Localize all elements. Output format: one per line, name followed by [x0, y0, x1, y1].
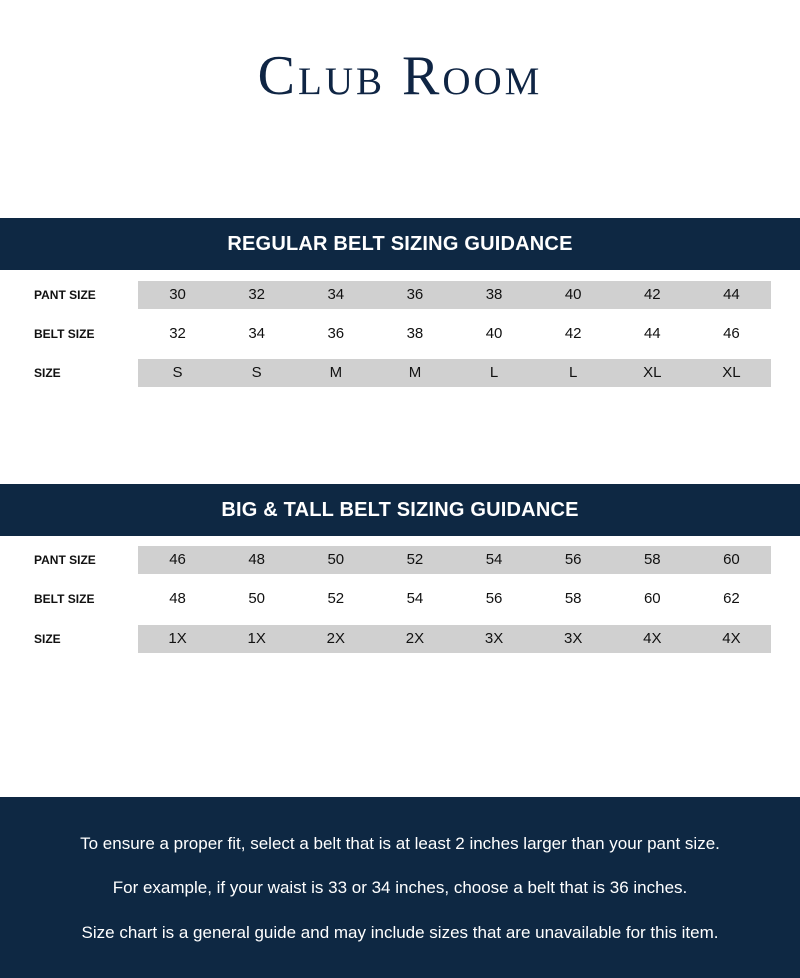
- size-cell: 38: [485, 286, 503, 303]
- size-cell: 36: [327, 325, 345, 342]
- size-cell: S: [251, 364, 262, 381]
- example-guidance-line: For example, if your waist is 33 or 34 inches, choose a belt that is 36 inches.: [112, 878, 688, 897]
- size-cell: L: [569, 364, 578, 381]
- big-tall-row-size: [0, 625, 800, 653]
- size-cell: 52: [327, 590, 345, 607]
- size-cell: 2X: [405, 630, 425, 647]
- big-tall-row-belt-size: [0, 585, 800, 613]
- size-cell: 60: [723, 551, 740, 568]
- regular-row-belt-size: [0, 320, 800, 348]
- size-cell: 44: [723, 286, 740, 303]
- row-cells: [138, 585, 771, 613]
- size-cell: S: [172, 364, 183, 381]
- size-cell: 38: [406, 325, 424, 342]
- size-cell: 32: [248, 286, 266, 303]
- row-cells: [138, 546, 771, 574]
- size-cell: 1X: [247, 630, 266, 647]
- size-cell: 46: [723, 325, 740, 342]
- size-cell: 4X: [643, 630, 662, 647]
- size-cell: 50: [327, 551, 345, 568]
- size-cell: XL: [643, 364, 662, 381]
- size-cell: 1X: [168, 630, 187, 647]
- size-cell: 34: [248, 325, 266, 342]
- size-cell: 3X: [484, 630, 504, 647]
- row-label: BELT SIZE: [34, 592, 95, 606]
- regular-row-pant-size: [0, 281, 800, 309]
- size-cell: 32: [169, 325, 186, 342]
- fit-guidance-footer: [0, 797, 800, 978]
- row-label: SIZE: [34, 632, 61, 646]
- row-cells: [138, 359, 771, 387]
- row-label: BELT SIZE: [34, 327, 95, 341]
- size-cell: 58: [564, 590, 582, 607]
- size-cell: 58: [643, 551, 661, 568]
- size-cell: 54: [406, 590, 424, 607]
- size-cell: L: [489, 364, 499, 381]
- size-cell: 56: [564, 551, 582, 568]
- size-cell: 50: [248, 590, 266, 607]
- size-cell: M: [408, 364, 422, 381]
- regular-row-size: [0, 359, 800, 387]
- big-tall-row-pant-size: [0, 546, 800, 574]
- size-cell: 46: [169, 551, 186, 568]
- size-cell: 42: [564, 325, 582, 342]
- size-cell: 44: [643, 325, 661, 342]
- size-cell: 52: [406, 551, 424, 568]
- size-cell: 54: [485, 551, 503, 568]
- size-cell: 40: [564, 286, 582, 303]
- size-cell: 56: [485, 590, 503, 607]
- size-cell: XL: [722, 364, 741, 381]
- fit-guidance-line: To ensure a proper fit, select a belt that is at least 2 inches larger than your pant size.: [80, 834, 720, 853]
- size-cell: 62: [723, 590, 740, 607]
- regular-section-header: REGULAR BELT SIZING GUIDANCE: [0, 218, 800, 270]
- row-label: PANT SIZE: [34, 553, 96, 567]
- size-cell: 48: [248, 551, 266, 568]
- row-cells: [138, 625, 771, 653]
- row-cells: [138, 281, 771, 309]
- size-cell: 36: [406, 286, 424, 303]
- size-cell: 48: [169, 590, 186, 607]
- row-label: PANT SIZE: [34, 288, 96, 302]
- size-cell: 40: [485, 325, 503, 342]
- size-cell: 3X: [564, 630, 583, 647]
- size-cell: 4X: [722, 630, 741, 647]
- size-cell: 2X: [326, 630, 345, 647]
- size-cell: 34: [327, 286, 345, 303]
- size-cell: M: [329, 364, 343, 381]
- size-cell: 30: [169, 286, 186, 303]
- big-tall-section-header: BIG & TALL BELT SIZING GUIDANCE: [0, 484, 800, 536]
- disclaimer-line: Size chart is a general guide and may include sizes that are unavailable for this item.: [81, 923, 719, 942]
- brand-logo: Club Room: [257, 45, 543, 107]
- row-cells: [138, 320, 771, 348]
- row-label: SIZE: [34, 366, 61, 380]
- size-cell: 42: [643, 286, 661, 303]
- size-cell: 60: [643, 590, 661, 607]
